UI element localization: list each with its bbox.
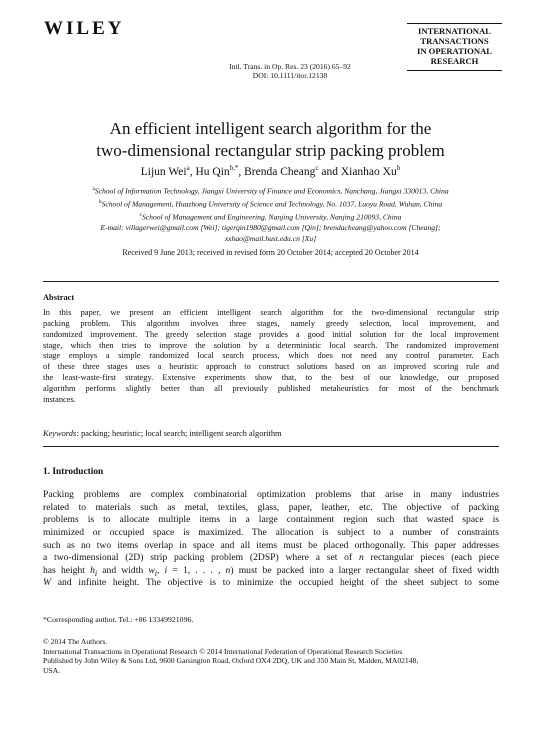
author-affil-mark: c	[315, 164, 319, 172]
intro-text: = 1, . . . ,	[167, 564, 226, 576]
abstract-line: algorithm performs slightly better than all previously published metaheuristics for most of the benchmark	[43, 383, 499, 393]
abstract-line: of these three stages uses a heuristic approach to construct solutions based on an improved scoring rule and	[43, 362, 499, 372]
intro-text: ,	[156, 564, 165, 576]
keywords-label: Keywords:	[43, 429, 79, 438]
corresponding-author-footnote: *Corresponding author. Tel.: +86 13349921096.	[43, 615, 194, 624]
abstract-line: stage, which then tries to improve the solution by a deterministic local search. The randomized improvement	[43, 340, 499, 350]
affiliation-mark: b	[98, 199, 102, 206]
author-separator: ,	[238, 165, 245, 178]
intro-text: and width	[97, 564, 149, 576]
abstract-line: the least-waste-first strategy. Extensive experiments show that, to the best of our knowledge, our proposed	[43, 373, 499, 383]
abstract-line: stage employs a simple randomized local search process, which does not need any control parameter. Each	[43, 351, 499, 361]
abstract-heading: Abstract	[43, 293, 75, 302]
math-var: n	[358, 552, 364, 564]
author-name: Xianhao Xu	[340, 165, 397, 178]
intro-text: rectangular pieces (each piece	[363, 552, 499, 564]
copyright-line: © 2014 The Authors.	[43, 637, 108, 646]
author-affil-mark: a	[186, 164, 190, 172]
abstract-line: In this paper, we present an efficient intelligent search algorithm for the two-dimensional rectangular strip	[43, 308, 499, 317]
intro-line: related to materials such as metal, textiles, glass, paper, leather, etc. The objective of packing	[43, 501, 499, 513]
citation-volume: Intl. Trans. in Op. Res. 23 (2016) 65–92	[229, 62, 351, 71]
copyright-line: Published by John Wiley & Sons Ltd, 9600 Garsington Road, Oxford OX4 2DQ, UK and 350 Main St, Malden, MA02148,	[43, 656, 419, 666]
intro-line: such as no two items overlap in space and all items must be placed orthogonally. This paper addresses	[43, 539, 499, 551]
journal-name-line: IN OPERATIONAL	[416, 46, 493, 56]
intro-line: problems is to allocate multiple items in a large containment region such that wasted space is	[43, 514, 499, 526]
author-list	[40, 164, 501, 178]
math-var: n	[225, 564, 231, 576]
intro-line: minimized or occupied space is maximized. The allocation is subject to a number of constraints	[43, 526, 499, 538]
abstract-line: randomized improvement. The greedy selection stage provides a good initial solution for the local improvement	[43, 329, 499, 339]
author-separator: and	[318, 165, 341, 178]
intro-line	[43, 565, 499, 578]
intro-text: a two-dimensional (2D) strip packing problem (2DSP) where a set of	[43, 552, 359, 564]
author-name: Lijun Wei	[140, 165, 187, 178]
author-name: Hu Qin	[195, 165, 230, 178]
author-separator: ,	[189, 165, 196, 178]
affiliation-mark: a	[92, 186, 95, 192]
intro-text: and infinite height. The objective is to minimize the occupied height of the sheet subject to some	[51, 577, 499, 589]
abstract-bottom-rule	[43, 446, 499, 447]
email-line[interactable]: E-mail: villagerwei@gmail.com [Wei]; tigerqin1980@gmail.com [Qin]; brendacheang@yahoo.com [Cheang];	[100, 223, 441, 233]
copyright-block	[43, 637, 513, 675]
author-name: Brenda Cheang	[244, 165, 316, 178]
title-line: two-dimensional rectangular strip packing problem	[96, 141, 445, 160]
journal-name-box	[407, 23, 502, 71]
intro-line	[43, 577, 499, 590]
math-var: W	[43, 577, 51, 589]
publisher-logo: WILEY	[44, 18, 125, 39]
abstract-body	[43, 308, 499, 406]
email-line[interactable]: xxhao@mail.hust.edu.cn [Xu]	[224, 233, 317, 243]
affiliation-text: School of Information Technology, Jiangxi University of Finance and Economics, Nanchang, Jiangxi 330013, China	[94, 186, 449, 196]
introduction-body	[43, 489, 499, 590]
copyright-line: USA.	[43, 665, 61, 675]
received-dates: Received 9 June 2013; received in revised form 20 October 2014; accepted 20 October 2014	[122, 248, 419, 257]
journal-name-line: TRANSACTIONS	[420, 36, 489, 46]
author-affil-mark: b,*	[229, 164, 239, 172]
intro-line	[43, 552, 499, 565]
affiliations	[40, 184, 501, 244]
math-var: w	[148, 564, 155, 576]
journal-name-line: INTERNATIONAL	[418, 26, 491, 36]
citation-doi[interactable]: DOI: 10.1111/itor.12138	[252, 71, 328, 80]
math-var: h	[90, 564, 95, 576]
intro-line: Packing problems are complex combinatorial optimization problems that arise in many industries	[43, 489, 499, 500]
abstract-line: packing problem. This algorithm involves three stages, namely greedy selection, local improvement, and	[43, 318, 499, 328]
article-title	[40, 118, 501, 162]
affiliation-line	[40, 210, 501, 223]
affiliation-line	[40, 184, 501, 197]
abstract-top-rule	[43, 281, 499, 282]
math-sub: i	[94, 568, 98, 578]
affiliation-mark: c	[139, 212, 142, 219]
math-sub: i	[154, 568, 157, 578]
affiliation-text: School of Management, Huazhong University of Science and Technology, No. 1037, Luoyu Road, Wuhan, China	[101, 199, 443, 209]
section-heading-introduction: 1. Introduction	[43, 467, 104, 477]
title-line: An efficient intelligent search algorithm for the	[109, 119, 432, 138]
math-var: i	[164, 564, 168, 576]
affiliation-text: School of Management and Engineering, Nanjing University, Nanjing 210093, China	[142, 212, 402, 222]
author-affil-mark: b	[396, 164, 401, 172]
keywords-list: packing; heuristic; local search; intelligent search algorithm	[78, 429, 282, 438]
affiliation-line	[40, 197, 501, 210]
intro-text: has height	[43, 564, 91, 576]
intro-text: ) must be packed into a larger rectangular sheet of fixed width	[230, 564, 499, 576]
abstract-line: instances.	[43, 394, 76, 404]
citation	[170, 62, 410, 80]
journal-name-line: RESEARCH	[430, 56, 479, 66]
keywords	[43, 429, 499, 438]
copyright-line: International Transactions in Operational Research © 2014 International Federation of Operational Research Societies	[43, 646, 403, 656]
